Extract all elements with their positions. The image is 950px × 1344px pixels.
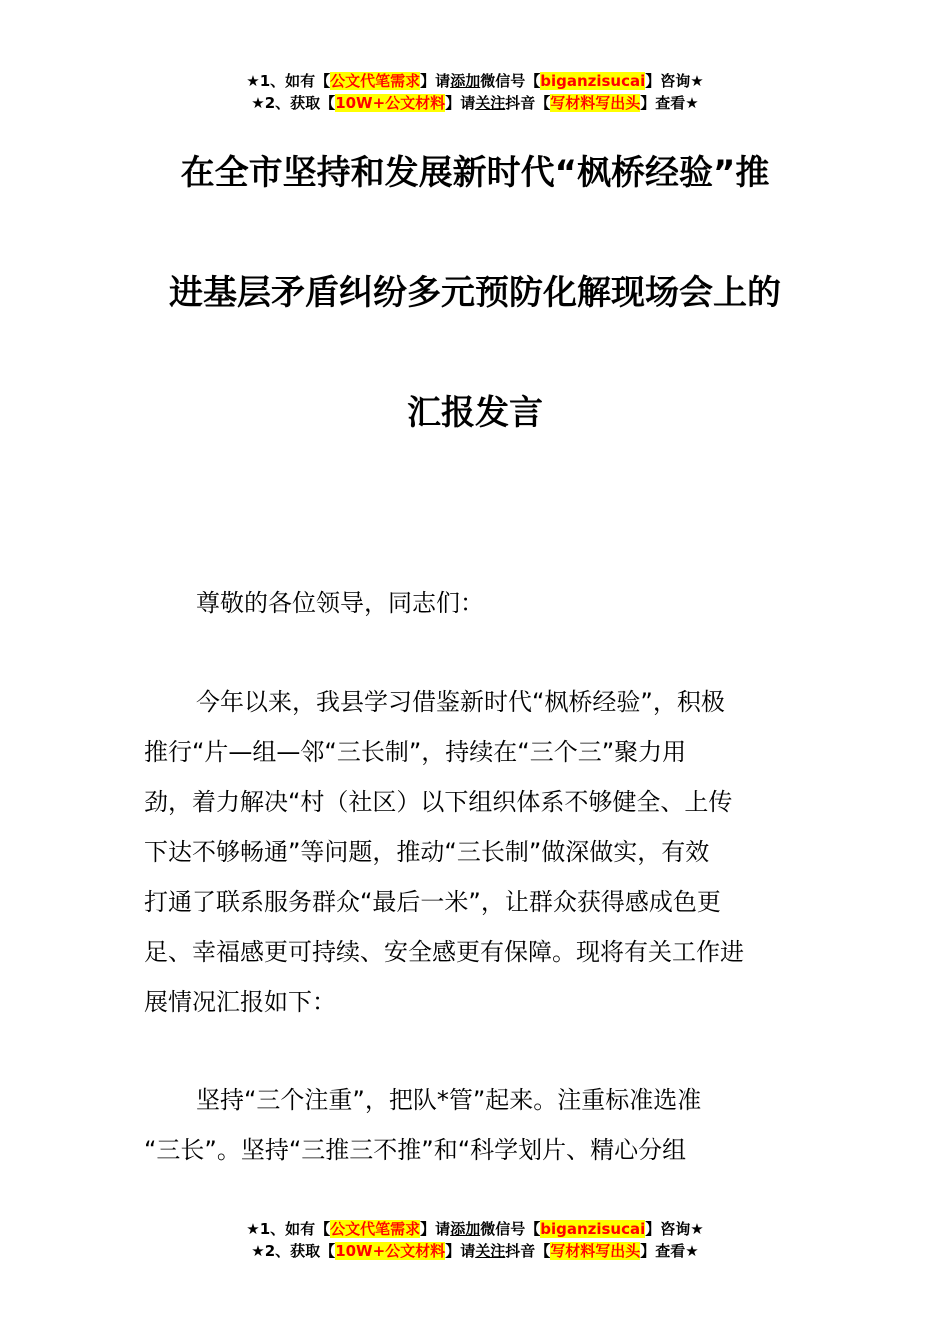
banner-underline: 添加 <box>450 72 481 90</box>
banner-line-2 <box>0 92 950 114</box>
banner-highlight: 10W+公文材料 <box>335 1242 446 1260</box>
banner-highlight: biganzisucai <box>540 72 646 90</box>
paragraph-line: 展情况汇报如下： <box>144 988 336 1016</box>
header-banner <box>0 70 950 114</box>
document-title-line-1: 在全市坚持和发展新时代“枫桥经验”推 <box>180 153 770 193</box>
greeting-text: 尊敬的各位领导，同志们： <box>196 589 484 617</box>
paragraph-line: 坚持“三个注重”，把队*管”起来。注重标准选准 <box>196 1086 702 1114</box>
banner-text: 】咨询★ <box>645 72 704 90</box>
banner-highlight: biganzisucai <box>540 1220 646 1238</box>
greeting <box>144 578 806 628</box>
banner-text: ★1、如有【 <box>246 72 331 90</box>
banner-highlight: 公文代笔需求 <box>330 1220 421 1238</box>
paragraph-line: 足、幸福感更可持续、安全感更有保障。现将有关工作进 <box>144 938 744 966</box>
banner-text: 抖音【 <box>505 94 551 112</box>
banner-underline: 添加 <box>450 1220 481 1238</box>
banner-text: 】咨询★ <box>645 1220 704 1238</box>
paragraph-intro <box>144 677 806 1027</box>
paragraph-line: “三长”。坚持“三推三不推”和“科学划片、精心分组 <box>144 1136 687 1164</box>
banner-underline: 关注 <box>475 94 506 112</box>
banner-text: ★1、如有【 <box>246 1220 331 1238</box>
banner-text: 】查看★ <box>640 94 699 112</box>
paragraph-line: 下达不够畅通”等问题，推动“三长制”做深做实，有效 <box>144 838 710 866</box>
footer-banner <box>0 1218 950 1262</box>
banner-text: 微信号【 <box>480 72 541 90</box>
banner-text: 】请 <box>420 1220 451 1238</box>
paragraph-line: 推行“片—组—邻“三长制”，持续在“三个三”聚力用 <box>144 738 687 766</box>
banner-text: ★2、获取【 <box>251 94 336 112</box>
banner-highlight: 10W+公文材料 <box>335 94 446 112</box>
banner-highlight: 写材料写出头 <box>550 1242 641 1260</box>
banner-highlight: 公文代笔需求 <box>330 72 421 90</box>
banner-text: 】请 <box>445 94 476 112</box>
paragraph-section-1 <box>144 1075 806 1175</box>
banner-text: 】请 <box>445 1242 476 1260</box>
banner-text: 】请 <box>420 72 451 90</box>
banner-text: 抖音【 <box>505 1242 551 1260</box>
banner-text: 】查看★ <box>640 1242 699 1260</box>
paragraph-line: 今年以来，我县学习借鉴新时代“枫桥经验”，积极 <box>196 688 725 716</box>
document-title-line-2: 进基层矛盾纠纷多元预防化解现场会上的 <box>169 273 781 313</box>
banner-line-1 <box>0 70 950 92</box>
banner-underline: 关注 <box>475 1242 506 1260</box>
banner-highlight: 写材料写出头 <box>550 94 641 112</box>
paragraph-line: 劲，着力解决“村（社区）以下组织体系不够健全、上传 <box>144 788 733 816</box>
banner-line-1 <box>0 1218 950 1240</box>
document-title-line-3: 汇报发言 <box>407 393 543 433</box>
paragraph-line: 打通了联系服务群众“最后一米”，让群众获得感成色更 <box>144 888 721 916</box>
banner-text: ★2、获取【 <box>251 1242 336 1260</box>
banner-line-2 <box>0 1240 950 1262</box>
banner-text: 微信号【 <box>480 1220 541 1238</box>
